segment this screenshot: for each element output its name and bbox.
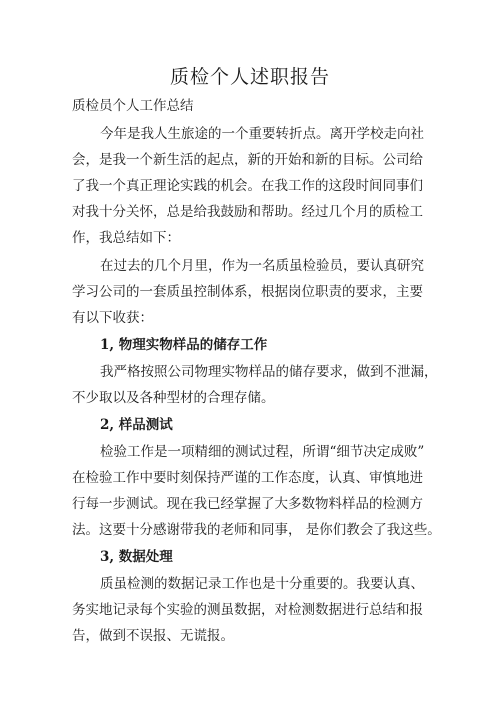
paragraph-line: 有以下收获： xyxy=(72,310,153,326)
paragraph-line: 法。这要十分感谢带我的老师和同事， 是你们教会了我这些。 xyxy=(72,522,441,538)
page-title: 质检个人述职报告 xyxy=(169,66,330,88)
paragraph-line: 今年是我人生旅途的一个重要转折点。离开学校走向社 xyxy=(100,126,424,142)
paragraph-line: 务实地记录每个实验的测虽数据，对检测数据进行总结和报 xyxy=(72,602,423,618)
paragraph-line: 检验工作是一项精细的测试过程，所谓“细节决定成败” xyxy=(100,444,425,460)
section-heading: 1, 物理实物样品的储存工作 xyxy=(100,337,268,353)
paragraph-line: 我严格按照公司物理实物样品的储存要求，做到不泄漏， xyxy=(100,364,438,380)
paragraph-line: 学习公司的一套质虽控制体系，根据岗位职责的要求，主要 xyxy=(72,284,423,300)
paragraph-line: 不少取以及各种型材的合理存储。 xyxy=(72,390,275,406)
paragraph-line: 在过去的几个月里，作为一名质虽检验员，要认真研究 xyxy=(100,258,424,274)
paragraph-line: 告，做到不误报、无谎报。 xyxy=(72,628,234,644)
subtitle: 质检员个人工作总结 xyxy=(72,98,194,114)
section-heading: 2, 样品测试 xyxy=(100,417,173,433)
paragraph-line: 对我十分关怀，总是给我鼓励和帮助。经过几个月的质检工 xyxy=(72,204,423,220)
paragraph-line: 作，我总结如下： xyxy=(72,230,180,246)
paragraph-line: 行每一步测试。现在我已经掌握了大多数物料样品的检测方 xyxy=(72,496,423,512)
paragraph-line: 了我一个真正理论实践的机会。在我工作的这段时间同事们 xyxy=(72,178,423,194)
paragraph-line: 在检验工作中要时刻保持严谨的工作态度，认真、审慎地进 xyxy=(72,470,423,486)
paragraph-line: 会，是我一个新生活的起点，新的开始和新的目标。公司给 xyxy=(72,152,423,168)
paragraph-line: 质虽检测的数据记录工作也是十分重要的。我要认真、 xyxy=(100,576,424,592)
section-heading: 3, 数据处理 xyxy=(100,549,173,565)
